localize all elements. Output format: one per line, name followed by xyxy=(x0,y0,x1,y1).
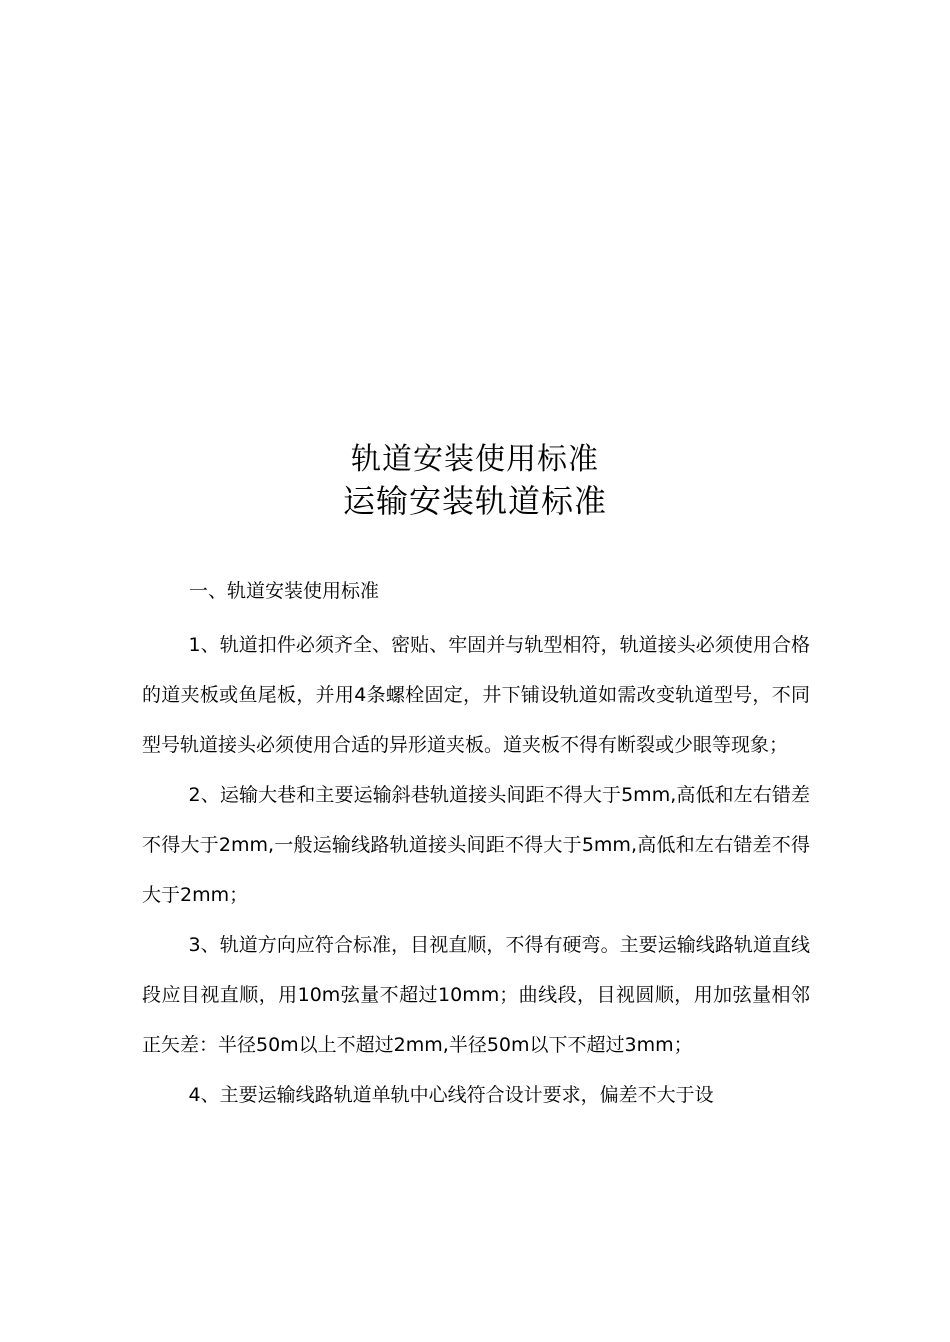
paragraph-4: 4、主要运输线路轨道单轨中心线符合设计要求，偏差不大于设 xyxy=(188,1084,714,1106)
paragraph-1: 1、轨道扣件必须齐全、密贴、牢固并与轨型相符，轨道接头必须使用合格的道夹板或鱼尾板，并用4条螺栓固定，井下铺设轨道如需改变轨道型号，不同型号轨道接头必须使用合适的异形道夹板。道夹板不得有断裂或少眼等现象； xyxy=(142,634,810,756)
document-title: 轨道安装使用标准 xyxy=(351,442,599,477)
section-heading: 一、轨道安装使用标准 xyxy=(189,580,380,602)
paragraph-2: 2、运输大巷和主要运输斜巷轨道接头间距不得大于5mm,高低和左右错差不得大于2mm,一般运输线路轨道接头间距不得大于5mm,高低和左右错差不得大于2mm； xyxy=(142,784,810,906)
document-body xyxy=(142,620,810,1120)
paragraph-3: 3、轨道方向应符合标准，目视直顺，不得有硬弯。主要运输线路轨道直线段应目视直顺，用10m弦量不超过10mm；曲线段，目视圆顺，用加弦量相邻正矢差：半径50m以上不超过2mm,半径50m以下不超过3mm； xyxy=(142,934,810,1056)
document-subtitle: 运输安装轨道标准 xyxy=(342,482,607,520)
